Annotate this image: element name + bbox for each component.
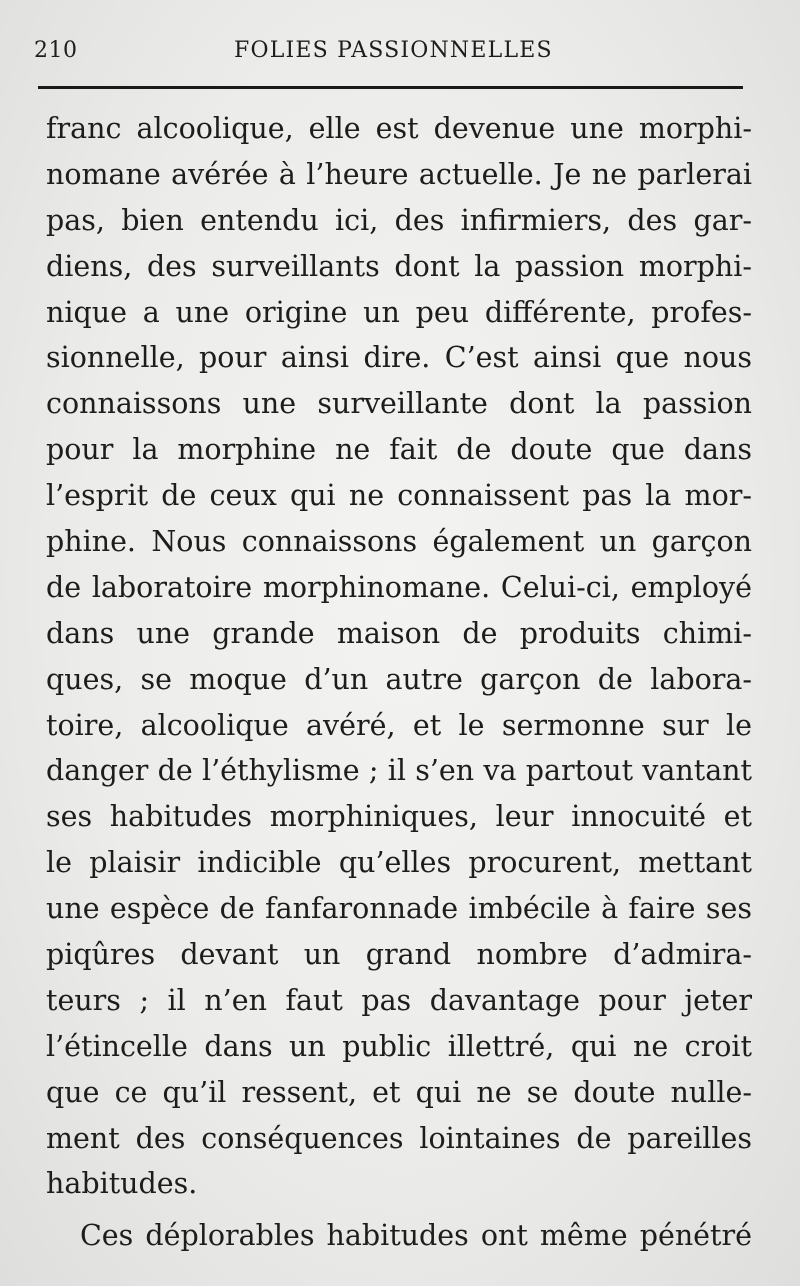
page-number: 210 [34, 38, 78, 63]
text-line-new-paragraph: Ces déplorables habitudes ont même pénétré [80, 1219, 752, 1253]
running-title: FOLIES PASSIONNELLES [234, 38, 553, 63]
text-line: nique a une origine un peu différente, profes- [46, 295, 752, 329]
body-text [46, 106, 752, 1259]
page-header [34, 38, 746, 74]
text-line: franc alcoolique, elle est devenue une morphi- [46, 112, 752, 145]
text-line: une espèce de fanfaronnade imbécile à faire ses [46, 892, 752, 926]
text-line: ment des conséquences lointaines de pareilles [46, 1121, 752, 1155]
text-line: ses habitudes morphiniques, leur innocuité et [46, 800, 752, 834]
text-line: l’esprit de ceux qui ne connaissent pas la mor- [46, 479, 752, 513]
text-line: le plaisir indicible qu’elles procurent, mettant [46, 846, 752, 880]
text-line: connaissons une surveillante dont la passion [46, 387, 752, 421]
text-line: pas, bien entendu ici, des infirmiers, des gar- [46, 203, 752, 237]
text-line: piqûres devant un grand nombre d’admira- [46, 938, 752, 972]
text-line-paragraph-end: habitudes. [46, 1167, 198, 1201]
text-line: toire, alcoolique avéré, et le sermonne sur le [46, 708, 752, 742]
text-line: sionnelle, pour ainsi dire. C’est ainsi que nous [46, 341, 752, 375]
header-rule [38, 86, 743, 89]
text-line: phine. Nous connaissons également un garçon [46, 525, 752, 559]
text-line: pour la morphine ne fait de doute que dans [46, 433, 752, 467]
text-line: l’étincelle dans un public illettré, qui ne croit [46, 1029, 752, 1063]
text-line: dans une grande maison de produits chimi- [46, 616, 752, 650]
text-line: danger de l’éthylisme ; il s’en va partout vantant [46, 754, 752, 788]
text-line: de laboratoire morphinomane. Celui-ci, employé [46, 570, 752, 604]
text-line: que ce qu’il ressent, et qui ne se doute nulle- [46, 1075, 752, 1109]
text-line: diens, des surveillants dont la passion morphi- [46, 249, 752, 283]
text-line: nomane avérée à l’heure actuelle. Je ne parlerai [46, 157, 752, 191]
text-line: teurs ; il n’en faut pas davantage pour jeter [46, 983, 752, 1017]
text-line: ques, se moque d’un autre garçon de labora- [46, 662, 752, 696]
